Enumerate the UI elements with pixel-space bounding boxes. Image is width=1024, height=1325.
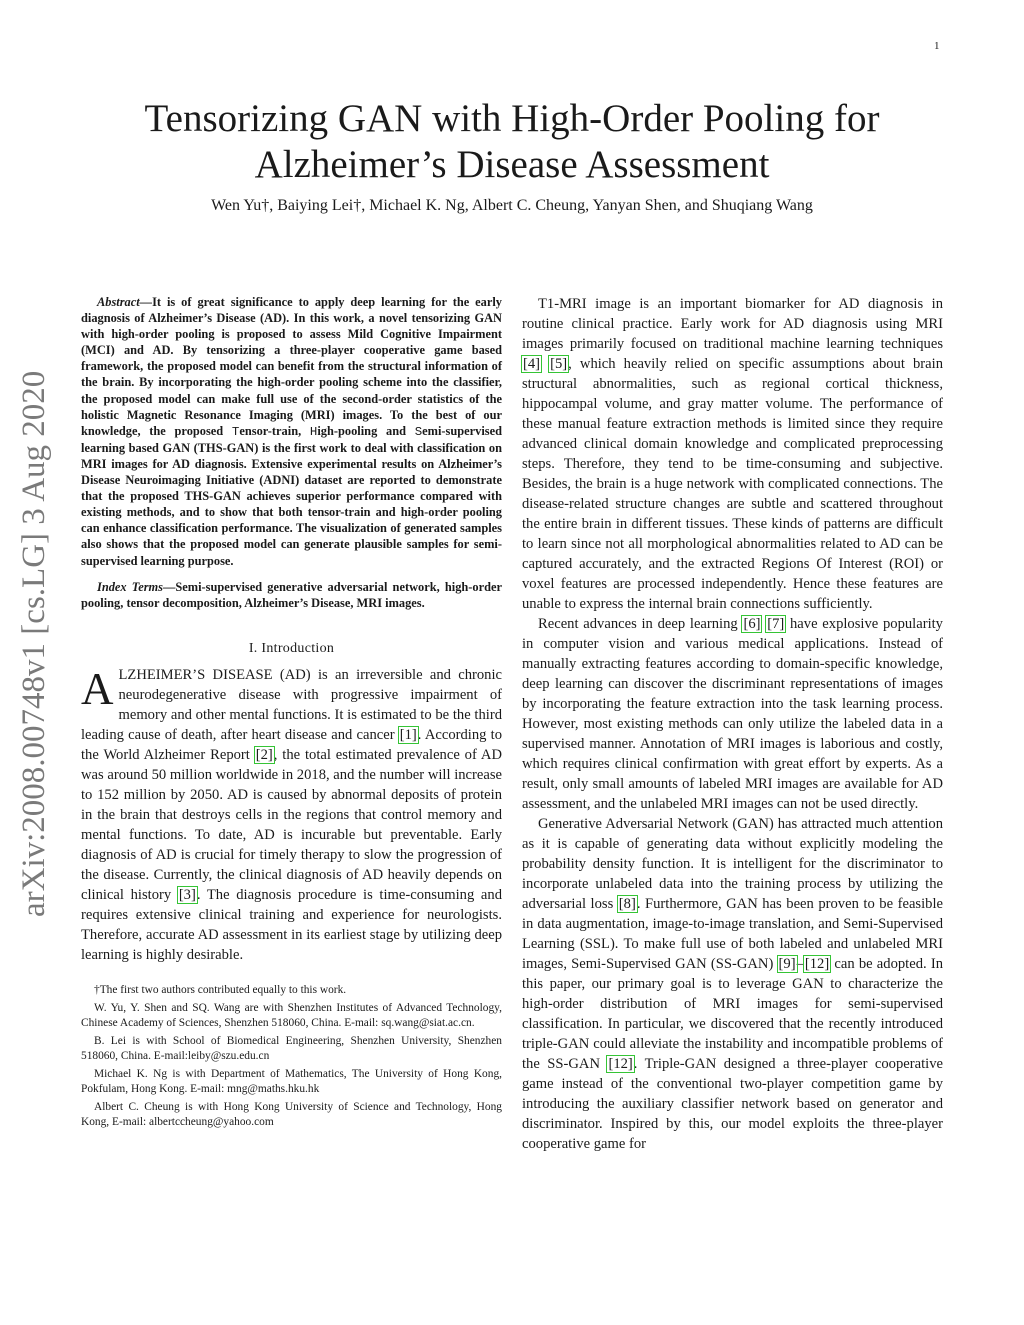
body-paragraph — [522, 614, 943, 814]
citation-link[interactable]: [2] — [255, 746, 273, 763]
index-terms-label: Index Terms — [97, 579, 163, 594]
citation-link[interactable]: [5] — [550, 356, 568, 372]
body-text: have explosive popularity in computer vision and various medical applications. Instead of manually extracting features according to domain-specific knowledge, deep learning can discover the discriminant representations of images by incorporating the feature extraction into the task learning process. However, most existing methods can only utilize the labeled data in a supervised manner. Annotation of MRI images is laborious and costly, which requires clinical confirmation with great effort by experts. As a result, only small amounts of labeled MRI images are available for AD assessment, and the unlabeled MRI images can not be used directly. — [522, 616, 943, 812]
intro-text-d: . The diagnosis procedure is time-consuming and requires extensive clinical training and experience for neurologists. Therefore, accurate AD assessment in its earliest stage by utilizing deep learning is highly desirable. — [81, 886, 502, 963]
right-column — [522, 294, 943, 1154]
footnotes — [81, 983, 502, 1130]
body-text: . Furthermore, GAN has been proven to be feasible in data augmentation, image-to-image translation, and Semi-Supervised Learning (SSL). To make full use of both labeled and unlabeled MRI images, Semi-Supervised GAN (SS-GAN) — [522, 896, 943, 972]
range-dash: – — [796, 956, 804, 972]
abstract-text-a: It is of great significance to apply deep learning for the early diagnosis of Alzheimer’s Disease (AD). In this work, a novel tensorizing GAN with high-order pooling is proposed to assess Mild Cognitive Impairment (MCI) and AD. By tensorizing a three-player cooperative game based framework, the proposed model can benefit from the structural information of the brain. By incorporating the high-order pooling scheme into the classifier, the proposed model can make full use of the second-order statistics of the holistic Magnetic Resonance Imaging (MRI) images. To the best of our knowledge, the proposed — [81, 295, 502, 438]
page-number: 1 — [934, 40, 940, 52]
abstract-text-b: ensor-train, — [239, 423, 310, 438]
abstract-letter-t: T — [231, 424, 240, 439]
abstract — [81, 294, 502, 569]
intro-text-a: LZHEIMER’S DISEASE (AD) is an irreversible and chronic neurodegenerative disease with progressive impairment of memory and other mental functions. It is estimated to be the third leading cause of death, after heart disease and cancer — [81, 666, 502, 743]
footnote: Michael K. Ng is with Department of Mathematics, The University of Hong Kong, Pokfulam, Hong Kong. E-mail: mng@maths.hku.hk — [81, 1067, 502, 1095]
index-terms — [81, 579, 502, 611]
footnote: Albert C. Cheung is with Hong Kong University of Science and Technology, Hong Kong, E-mail: albertccheung@yahoo.com — [81, 1100, 502, 1128]
citation-link[interactable]: [9] — [778, 956, 796, 972]
footnote: B. Lei is with School of Biomedical Engineering, Shenzhen University, Shenzhen 518060, China. E-mail:leiby@szu.edu.cn — [81, 1034, 502, 1062]
footnote: †The first two authors contributed equally to this work. — [94, 983, 347, 996]
paper-title — [80, 96, 944, 188]
abstract-letter-s: S — [414, 424, 423, 439]
citation-link[interactable]: [12] — [608, 1056, 633, 1072]
body-paragraph — [522, 294, 943, 614]
section-heading: I. Introduction — [248, 640, 335, 656]
abstract-letter-h: H — [309, 424, 318, 439]
body-text: Generative Adversarial Network (GAN) has attracted much attention as it is capable of generating data without explicitly modeling the probability density function. It is intelligent for the discriminator to incorporate unlabeled data into the training process by utilizing the adversarial loss — [522, 816, 943, 912]
abstract-label: Abstract— — [97, 295, 153, 309]
left-column — [81, 294, 502, 1133]
abstract-text-c: igh-pooling and — [317, 423, 415, 438]
index-terms-text: —Semi-supervised generative adversarial network, high-order pooling, tensor decomposition, Alzheimer’s Disease, MRI images. — [81, 579, 503, 610]
footnote: W. Yu, Y. Shen and SQ. Wang are with Shenzhen Institutes of Advanced Technology, Chinese Academy of Sciences, Shenzhen 518060, China. E-mail: sq.wang@siat.ac.cn. — [81, 1001, 502, 1029]
citation-link[interactable]: [12] — [804, 956, 830, 972]
body-text: , which heavily relied on specific assumptions about brain structural abnormalities, such as regional cortical thickness, hippocampal volume, and gray matter volume. The performance of these manual feature extraction methods is limited since they require advanced clinical domain knowledge and complicated preprocessing steps. Therefore, they tend to be time-consuming and subjective. Besides, the brain is a huge network with complicated connections. The disease-related structure changes are subtle and scattered throughout the entire brain in different tissues. These kinds of patterns are difficult to learn since not all morphological abnormalities related to AD can be captured accurately, and the extracted Regions Of Interest (ROI) or voxel features are processed independently. Hence these features are unable to express the internal brain connections sufficiently. — [522, 356, 943, 612]
citation-link[interactable]: [4] — [523, 356, 541, 372]
intro-text-b: . According to the World Alzheimer Report — [81, 726, 502, 763]
author-list: Wen Yu†, Baiying Lei†, Michael K. Ng, Albert C. Cheung, Yanyan Shen, and Shuqiang Wang — [211, 197, 813, 214]
intro-text-c: , the total estimated prevalence of AD was around 50 million worldwide in 2018, and the number will increase to 152 million by 2050. AD is caused by abnormal deposits of protein in the brain that destroys cells in the regions that control memory and mental functions. To date, AD is incurable but preventable. Early diagnosis of AD is crucial for timely therapy to slow the progression of the disease. Currently, the clinical diagnosis of AD heavily depends on clinical history — [81, 746, 502, 903]
body-text: . Triple-GAN designed a three-player cooperative game instead of the conventional two-player competition game by introducing the auxiliary classifier network based on generator and discriminator. Inspired by this, our model exploits the three-player cooperative game for — [522, 1056, 943, 1152]
arxiv-stamp: arXiv:2008.00748v1 [cs.LG] 3 Aug 2020 — [16, 370, 52, 918]
title-line-2: Alzheimer’s Disease Assessment — [254, 143, 770, 186]
citation-link[interactable]: [3] — [178, 886, 196, 903]
title-line-1: Tensorizing GAN with High-Order Pooling for — [144, 97, 880, 140]
body-text: Recent advances in deep learning — [538, 616, 743, 632]
drop-cap: A — [81, 663, 114, 714]
body-paragraph — [522, 814, 943, 1154]
citation-link[interactable]: [7] — [767, 616, 785, 632]
abstract-text-d: emi-supervised learning based GAN (THS-GAN) is the first work to deal with classification on MRI images for AD diagnosis. Extensive experimental results on Alzheimer’s Disease Neuroimaging Initiative (ADNI) dataset are reported to demonstrate that the proposed THS-GAN achieves superior performance compared with existing methods, and to show that both tensor-train and high-order pooling can enhance classification performance. The visualization of generated samples also shows that the proposed model can generate plausible samples for semi-supervised learning purpose. — [81, 423, 502, 568]
citation-link[interactable]: [6] — [743, 616, 761, 632]
citation-link[interactable]: [8] — [618, 896, 636, 912]
intro-paragraph — [81, 665, 502, 965]
body-text: can be adopted. In this paper, our primary goal is to leverage GAN to characterize the high-order distribution of MRI images for semi-supervised classification. In particular, we discovered that the recently introduced triple-GAN could alleviate the instability and incompatible problems of the SS-GAN — [522, 956, 943, 1072]
body-text: T1-MRI image is an important biomarker for AD diagnosis in routine clinical practice. Early work for AD diagnosis using MRI images primarily focused on traditional machine learning techniques — [522, 296, 943, 352]
citation-link[interactable]: [1] — [399, 726, 417, 743]
